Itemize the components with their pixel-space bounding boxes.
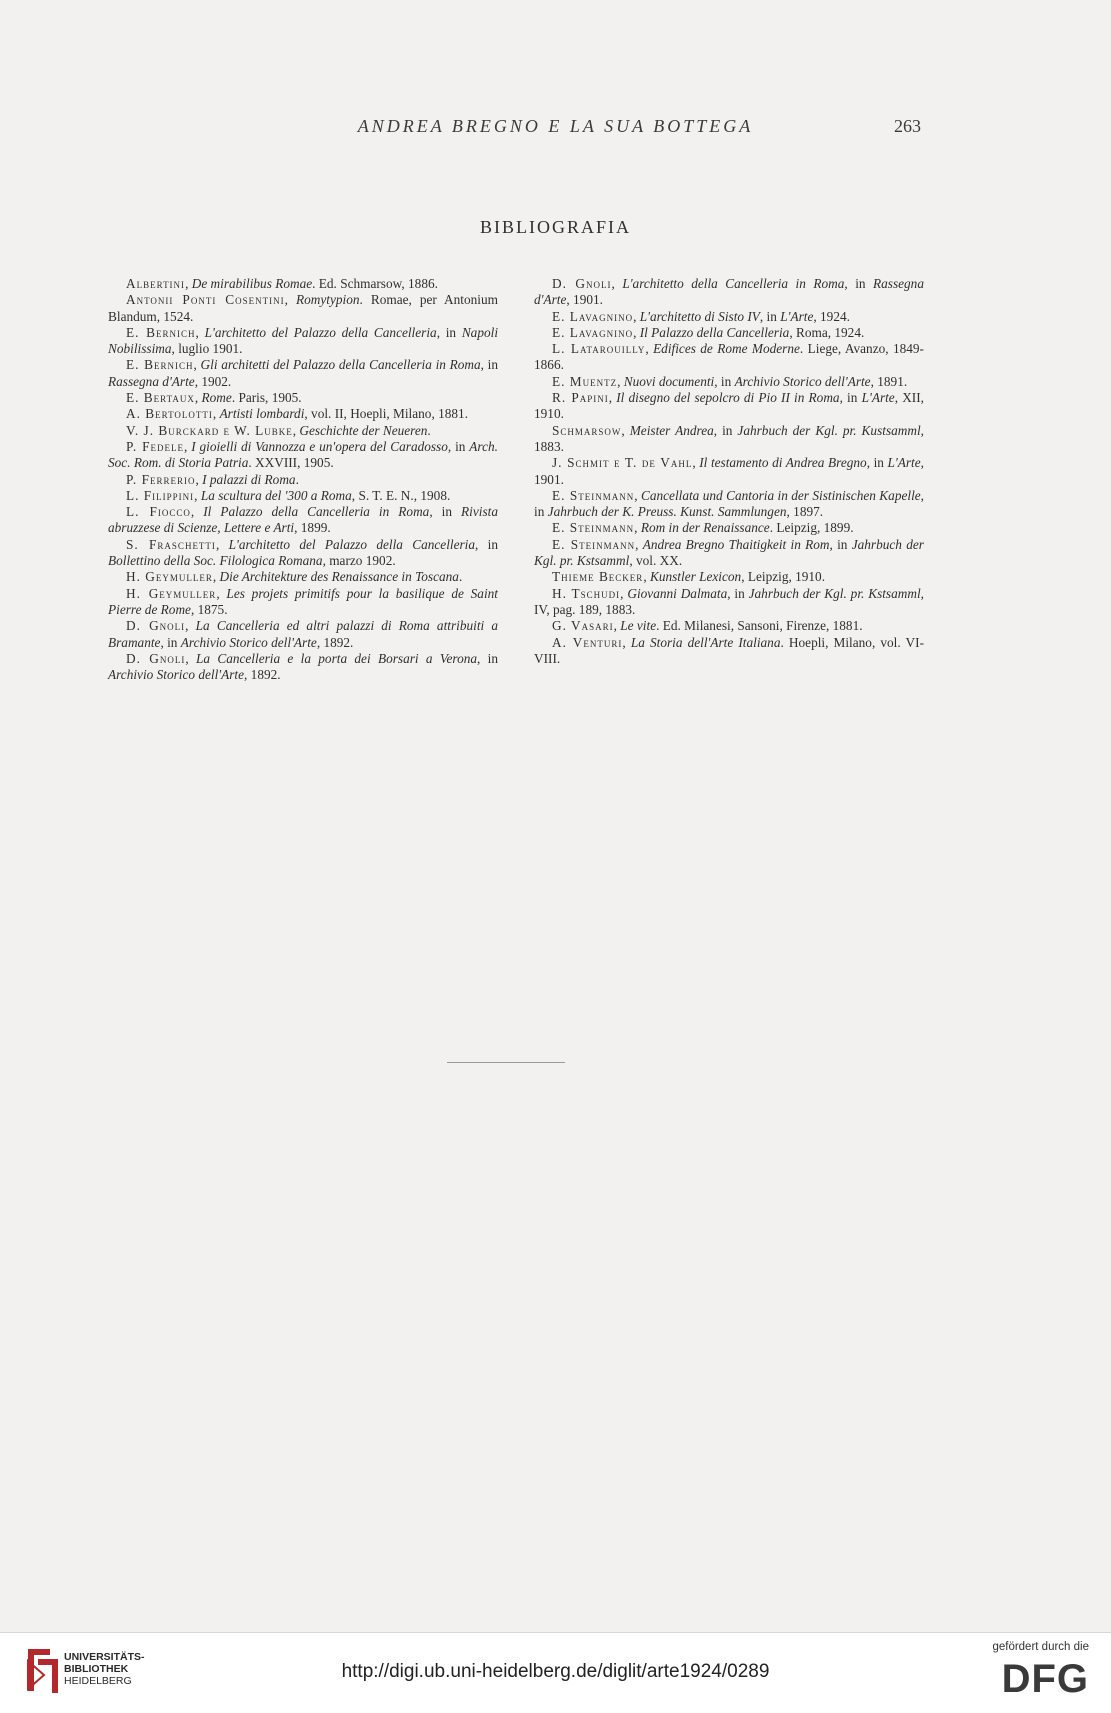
bibliography-entry (534, 569, 924, 585)
entry-citation: , Meister Andrea, in Jahrbuch der Kgl. pr. Kustsamml, 1883. (534, 422, 924, 454)
entry-citation: , La Cancelleria e la porta dei Borsari a Verona, in Archivio Storico dell'Arte, 1892. (108, 650, 499, 683)
entry-citation: , La Cancelleria ed altri palazzi di Roma attribuiti a Bramante, in Archivio Storico dell'Arte, 1892. (108, 618, 498, 650)
permalink-url[interactable]: http://digi.ub.uni-heidelberg.de/diglit/arte1924/0289 (341, 1661, 770, 1682)
entry-citation: , Le vite. Ed. Milanesi, Sansoni, Firenze, 1881. (613, 618, 863, 634)
entry-author: E. Lavagnino (552, 324, 634, 340)
entry-citation: , Die Architekture des Renaissance in Toscana. (212, 569, 463, 585)
bibliography-entry (108, 292, 498, 325)
bibliography-entry (534, 374, 924, 390)
entry-citation: , Artisti lombardi, vol. II, Hoepli, Milano, 1881. (212, 406, 469, 422)
bibliography-entry (534, 635, 924, 668)
entry-author: D. Gnoli (126, 618, 186, 634)
entry-author: E. Steinmann (552, 536, 636, 552)
entry-author: E. Muentz (552, 373, 618, 389)
entry-citation: , I palazzi di Roma. (195, 471, 299, 487)
entry-citation: , Nuovi documenti, in Archivio Storico dell'Arte, 1891. (617, 373, 908, 389)
entry-citation: , L'architetto di Sisto IV, in L'Arte, 1924. (633, 308, 850, 324)
bibliography-entry (108, 439, 498, 472)
right-column (534, 276, 924, 683)
entry-author: P. Fedele (126, 438, 184, 454)
entry-citation: , Les projets primitifs pour la basilique de Saint Pierre de Rome, 1875. (108, 585, 498, 617)
entry-author: H. Geymuller (126, 569, 213, 585)
bibliography-entry (108, 537, 498, 570)
bibliography-entry (108, 586, 498, 619)
left-column (108, 276, 498, 683)
entry-author: J. Schmit e T. de Vahl (552, 455, 693, 471)
running-title: ANDREA BREGNO E LA SUA BOTTEGA (357, 116, 754, 136)
entry-author: D. Gnoli (552, 276, 612, 291)
entry-author: A. Venturi (552, 634, 623, 650)
bibliography-entry (534, 586, 924, 619)
entry-author: G. Vasari (552, 618, 614, 634)
entry-author: L. Fiocco (126, 504, 191, 520)
entry-author: S. Fraschetti (126, 536, 216, 552)
entry-author: E. Steinmann (552, 487, 635, 503)
bibliography-entry (534, 341, 924, 374)
entry-citation: , Kunstler Lexicon, Leipzig, 1910. (643, 569, 826, 585)
entry-citation: , Rome. Paris, 1905. (194, 390, 302, 406)
entry-author: L. Filippini (126, 487, 195, 503)
entry-citation: , De mirabilibus Romae. Ed. Schmarsow, 1886. (185, 276, 438, 291)
library-name-line: UNIVERSITÄTS- (64, 1651, 145, 1663)
entry-citation: , La Storia dell'Arte Italiana. Hoepli, Milano, vol. VI-VIII. (534, 634, 925, 666)
entry-author: Schmarsow (552, 422, 622, 438)
bibliography-entry (534, 488, 924, 521)
bibliography-entry (108, 276, 498, 292)
bibliography-entry (534, 520, 924, 536)
bibliography-entry (108, 406, 498, 422)
entry-citation: , Edifices de Rome Moderne. Liege, Avanzo, 1849-1866. (534, 341, 924, 373)
bibliography-entry (108, 488, 498, 504)
section-title: BIBLIOGRAFIA (479, 217, 631, 237)
bibliography-entry (108, 651, 498, 684)
bibliography-columns (108, 276, 924, 683)
entry-author: A. Bertolotti (126, 406, 213, 422)
page-number: 263 (894, 116, 921, 136)
bibliography-entry (108, 423, 498, 439)
entry-citation: , Il Palazzo della Cancelleria, Roma, 1924. (633, 324, 865, 340)
library-name-line: BIBLIOTHEK (64, 1663, 129, 1675)
end-rule (447, 1062, 565, 1063)
bibliography-entry (534, 537, 924, 570)
entry-citation: , I gioielli di Vannozza e un'opera del Caradosso, in Arch. Soc. Rom. di Storia Patria. XXVIII, 1905. (108, 438, 498, 471)
entry-author: E. Bernich (126, 357, 194, 373)
entry-citation: , Gli architetti del Palazzo della Cancelleria in Roma, in Rassegna d'Arte, 1902. (108, 357, 498, 389)
bibliography-entry (108, 569, 498, 585)
entry-author: E. Lavagnino (552, 308, 634, 324)
bibliography-entry (534, 276, 924, 309)
entry-citation: , Il testamento di Andrea Bregno, in L'Arte, 1901. (534, 455, 924, 487)
entry-citation: , Il disegno del sepolcro di Pio II in Roma, in L'Arte, XII, 1910. (534, 390, 924, 422)
entry-author: E. Bernich (126, 324, 196, 340)
entry-citation: , L'architetto della Cancelleria in Roma, in Rassegna d'Arte, 1901. (534, 276, 924, 308)
bibliography-entry (108, 357, 498, 390)
entry-author: P. Ferrerio (126, 471, 196, 487)
entry-citation: , Geschichte der Neueren. (292, 422, 431, 438)
bibliography-entry (108, 504, 498, 537)
entry-citation: , La scultura del '300 a Roma, S. T. E. N., 1908. (194, 487, 451, 503)
entry-citation: , Il Palazzo della Cancelleria in Roma, in Rivista abruzzese di Scienze, Lettere e Arti, 1899. (108, 504, 498, 536)
entry-citation: , L'architetto del Palazzo della Cancelleria, in Bollettino della Soc. Filologica Romana, marzo 1902. (108, 536, 498, 569)
entry-author: Antonii Ponti Cosentini (126, 292, 285, 308)
dfg-logo-icon: DFG (1001, 1657, 1089, 1701)
entry-citation: , Giovanni Dalmata, in Jahrbuch der Kgl. pr. Kstsamml, IV, pag. 189, 1883. (534, 585, 924, 617)
bibliography-entry (534, 325, 924, 341)
entry-author: E. Bertaux (126, 390, 195, 406)
bibliography-entry (108, 325, 498, 358)
entry-author: L. Latarouilly (552, 341, 646, 357)
entry-citation: , L'architetto del Palazzo della Cancelleria, in Napoli Nobilissima, luglio 1901. (108, 324, 499, 357)
bibliography-entry (534, 390, 924, 423)
entry-citation: , Romytypion. Romae, per Antonium Blandum, 1524. (108, 292, 498, 324)
bibliography-entry (108, 390, 498, 406)
entry-citation: , Cancellata und Cantoria in der Sistinischen Kapelle, in Jahrbuch der K. Preuss. Kunst. Sammlungen, 1897. (534, 487, 924, 520)
entry-author: Thieme Becker (552, 569, 644, 585)
funding-caption: gefördert durch die (992, 1641, 1089, 1653)
bibliography-entry (534, 618, 924, 634)
entry-author: Albertini (126, 276, 186, 291)
entry-citation: , Rom in der Renaissance. Leipzig, 1899. (634, 520, 854, 536)
entry-author: E. Steinmann (552, 520, 635, 536)
entry-citation: , Andrea Bregno Thaitigkeit in Rom, in Jahrbuch der Kgl. pr. Kstsamml, vol. XX. (534, 536, 924, 569)
bibliography-entry (534, 423, 924, 456)
bibliography-entry (534, 309, 924, 325)
entry-author: H. Tschudi (552, 585, 621, 601)
library-name-line: HEIDELBERG (64, 1675, 132, 1687)
entry-author: V. J. Burckard e W. Lubke (126, 422, 293, 438)
bibliography-entry (108, 618, 498, 651)
entry-author: H. Geymuller (126, 585, 217, 601)
bibliography-entry (534, 455, 924, 488)
footer-bar (0, 1632, 1111, 1713)
bibliography-entry (108, 472, 498, 488)
entry-author: D. Gnoli (126, 650, 186, 666)
entry-author: R. Papini (552, 390, 609, 406)
